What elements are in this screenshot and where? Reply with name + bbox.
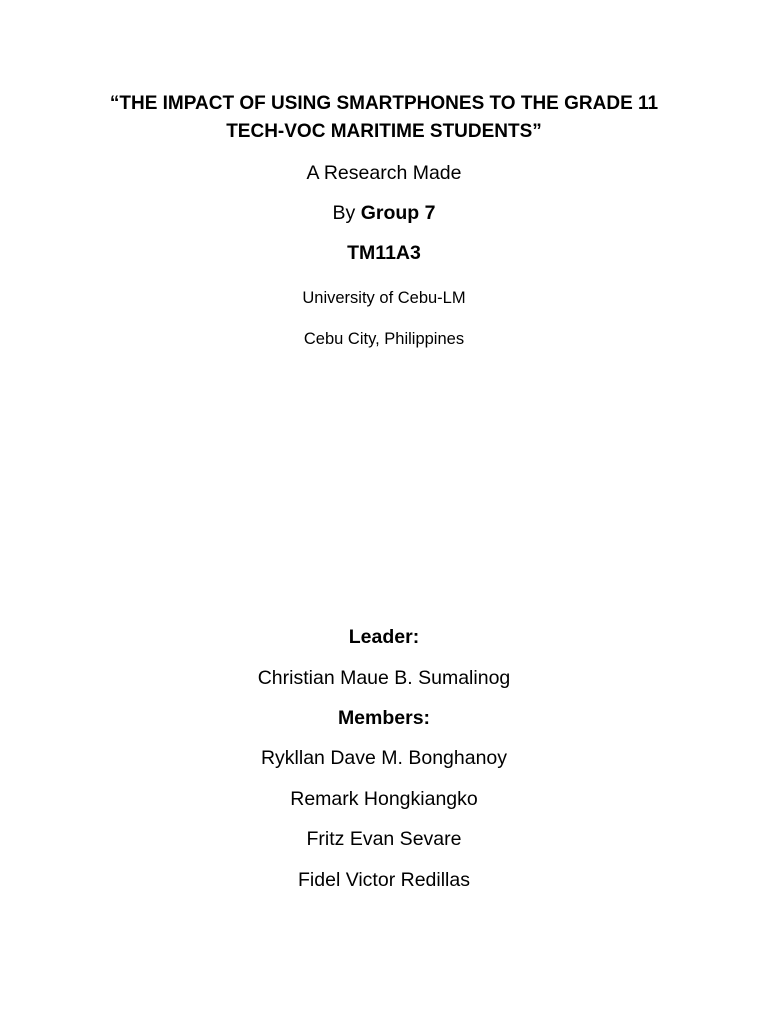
- leader-name: Christian Maue B. Sumalinog: [257, 667, 511, 689]
- leader-heading: Leader:: [348, 626, 420, 648]
- section-code: TM11A3: [347, 242, 421, 264]
- group-name: Group 7: [360, 202, 436, 224]
- location: Cebu City, Philippines: [303, 330, 465, 348]
- member-name: Rykllan Dave M. Bonghanoy: [260, 747, 508, 769]
- subtitle: A Research Made: [306, 162, 462, 184]
- members-heading: Members:: [337, 707, 431, 729]
- by-prefix: By: [332, 202, 361, 224]
- member-name: Fritz Evan Sevare: [306, 828, 462, 850]
- member-name: Remark Hongkiangko: [290, 788, 478, 810]
- institution: University of Cebu-LM: [302, 289, 466, 307]
- title-line-1: “THE IMPACT OF USING SMARTPHONES TO THE GRADE 11: [109, 93, 659, 114]
- title-line-2: TECH-VOC MARITIME STUDENTS”: [226, 121, 542, 142]
- member-name: Fidel Victor Redillas: [298, 869, 470, 891]
- group-line: [0, 201, 768, 225]
